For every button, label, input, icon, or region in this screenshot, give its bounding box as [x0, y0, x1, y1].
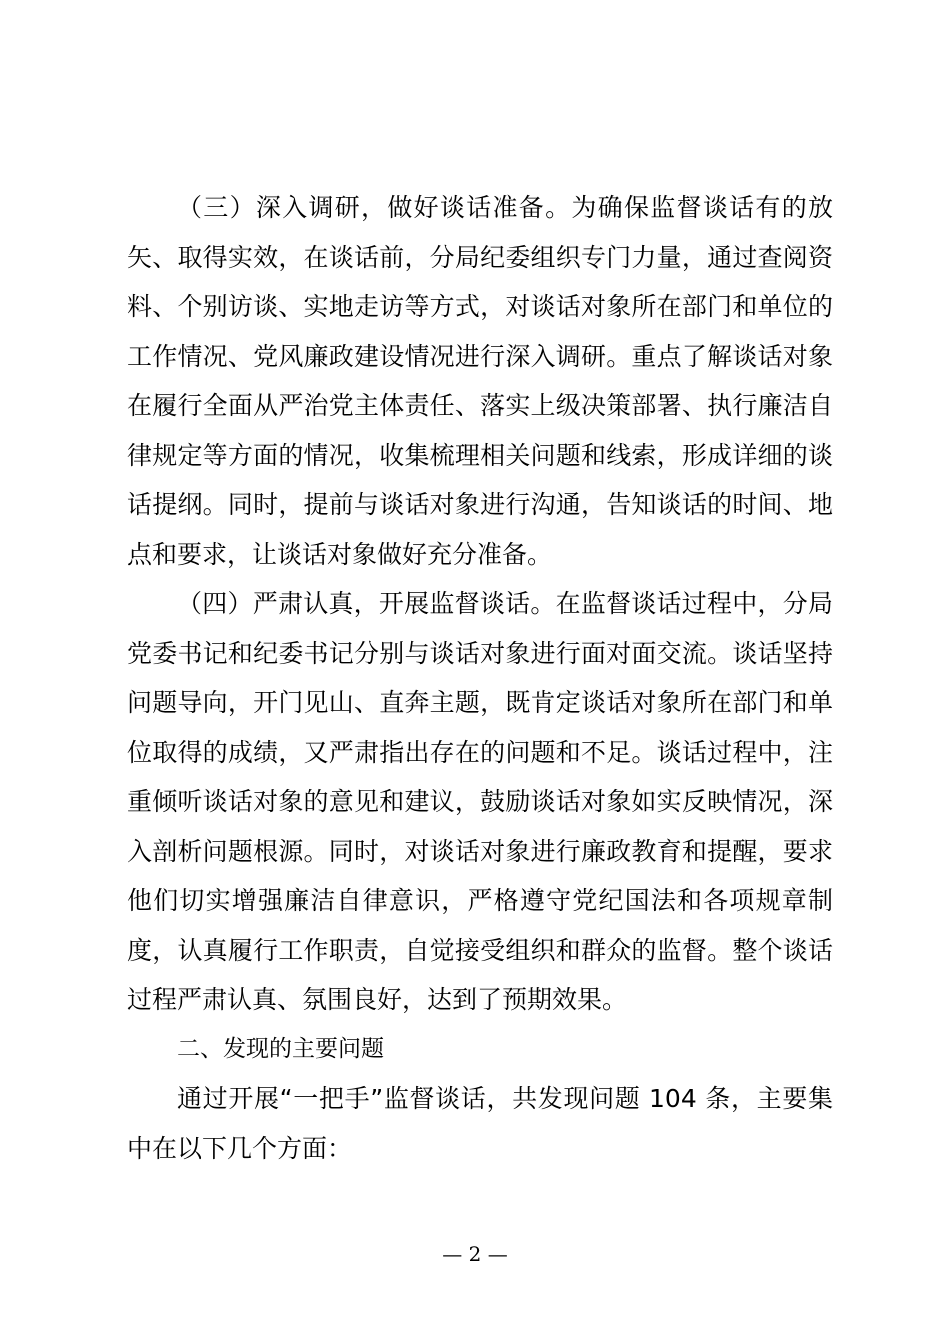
page-number: — 2 — — [442, 1242, 508, 1266]
body-text — [127, 183, 833, 1173]
paragraph-section-3: （三）深入调研，做好谈话准备。为确保监督谈话有的放矢、取得实效，在谈话前，分局纪委组织专门力量，通过查阅资料、个别访谈、实地走访等方式，对谈话对象所在部门和单位的工作情况、党风廉政建设情况进行深入调研。重点了解谈话对象在履行全面从严治党主体责任、落实上级决策部署、执行廉洁自律规定等方面的情况，收集梳理相关问题和线索，形成详细的谈话提纲。同时，提前与谈话对象进行沟通，告知谈话的时间、地点和要求，让谈话对象做好充分准备。 — [127, 193, 833, 569]
paragraph-problems-intro: 通过开展“一把手”监督谈话，共发现问题 104 条，主要集中在以下几个方面： — [127, 1084, 833, 1163]
paragraph-section-4: （四）严肃认真，开展监督谈话。在监督谈话过程中，分局党委书记和纪委书记分别与谈话对象进行面对面交流。谈话坚持问题导向，开门见山、直奔主题，既肯定谈话对象所在部门和单位取得的成绩，又严肃指出存在的问题和不足。谈话过程中，注重倾听谈话对象的意见和建议，鼓励谈话对象如实反映情况，深入剖析问题根源。同时，对谈话对象进行廉政教育和提醒，要求他们切实增强廉洁自律意识，严格遵守党纪国法和各项规章制度，认真履行工作职责，自觉接受组织和群众的监督。整个谈话过程严肃认真、氛围良好，达到了预期效果。 — [127, 589, 833, 1014]
section-heading: 二、发现的主要问题 — [177, 1035, 384, 1062]
